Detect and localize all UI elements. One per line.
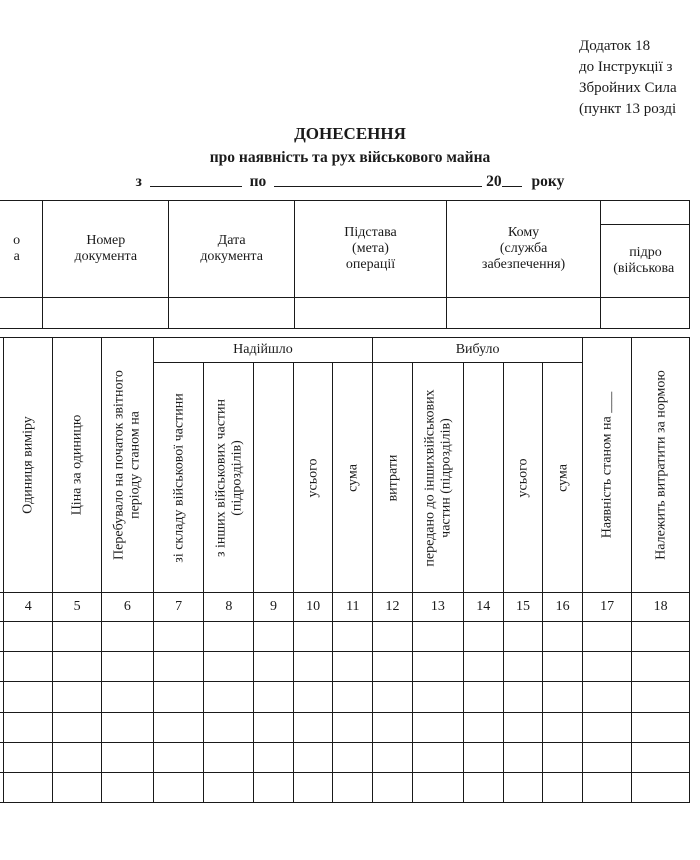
header-text: (мета) (352, 241, 389, 256)
entry-cell[interactable] (4, 622, 53, 652)
entry-cell[interactable] (153, 652, 204, 682)
entry-cell[interactable] (53, 772, 102, 802)
header-out-sum (543, 363, 583, 593)
entry-cell[interactable] (293, 652, 333, 682)
year-field[interactable] (502, 172, 522, 187)
header-cell-empty (463, 363, 503, 593)
header-text-line: з інших військових частин (213, 398, 229, 557)
entry-cell[interactable] (102, 652, 154, 682)
column-number: 18 (632, 593, 690, 622)
document-subtitle: про наявність та рух військового майна (209, 149, 491, 166)
header-doc-date (169, 201, 295, 298)
entry-cell[interactable] (543, 652, 583, 682)
appendix-line: Збройних Сила (579, 80, 677, 96)
column-number: 16 (543, 593, 583, 622)
entry-cell[interactable] (333, 772, 373, 802)
header-text: Наявність станом на ___ (599, 391, 615, 539)
header-unit-of-measure (4, 338, 53, 593)
entry-cell[interactable] (412, 712, 463, 742)
header-text: Підстава (344, 225, 397, 240)
column-number: 9 (254, 593, 293, 622)
to-date-field[interactable] (274, 172, 482, 187)
column-number: 5 (53, 593, 102, 622)
header-text-line: частин (підрозділів) (437, 417, 453, 538)
column-number: 4 (4, 593, 53, 622)
header-text: усього (305, 458, 321, 497)
header-text: операції (345, 257, 396, 272)
column-number: 17 (583, 593, 632, 622)
entry-cell[interactable] (463, 622, 503, 652)
entry-cell[interactable] (373, 652, 413, 682)
entry-cell[interactable] (153, 682, 204, 712)
entry-cell[interactable] (4, 712, 53, 742)
header-text: усього (515, 458, 531, 497)
entry-cell[interactable] (503, 712, 543, 742)
header-unit (601, 225, 690, 298)
entry-cell[interactable] (333, 742, 373, 772)
entry-cell[interactable] (204, 622, 254, 652)
header-text: о (13, 233, 21, 248)
header-basis (295, 201, 447, 298)
entry-cell[interactable] (153, 742, 204, 772)
entry-cell[interactable] (503, 622, 543, 652)
header-text: Дата (217, 233, 246, 248)
entry-cell[interactable] (463, 652, 503, 682)
entry-cell[interactable] (632, 712, 690, 742)
entry-cell[interactable] (333, 622, 373, 652)
header-text: Належить витратити за нормою (652, 370, 668, 560)
column-number: 6 (102, 593, 154, 622)
entry-cell[interactable] (254, 652, 293, 682)
entry-cell[interactable] (102, 712, 154, 742)
header-text-line: передано до іншихвійськових (422, 388, 438, 567)
entry-cell[interactable] (412, 742, 463, 772)
header-text: документа (200, 249, 263, 264)
header-in-own (153, 363, 204, 593)
table-body (0, 622, 690, 803)
entry-cell[interactable] (543, 622, 583, 652)
entry-cell[interactable] (204, 712, 254, 742)
header-text-line: періоду станом на (127, 411, 143, 519)
entry-cell[interactable] (102, 682, 154, 712)
entry-cell[interactable] (293, 682, 333, 712)
entry-cell[interactable] (102, 772, 154, 802)
entry-cell[interactable] (0, 298, 43, 329)
header-text: сума (345, 463, 361, 492)
table-row (0, 712, 690, 742)
header-text: Номер (86, 233, 126, 248)
header-cell (0, 201, 43, 298)
header-text (112, 370, 143, 560)
entry-cell[interactable] (204, 742, 254, 772)
entry-cell[interactable] (4, 652, 53, 682)
entry-cell[interactable] (503, 772, 543, 802)
appendix-block (579, 36, 677, 120)
header-out-spend (373, 363, 413, 593)
appendix-line: (пункт 13 розді (579, 101, 677, 117)
header-out-other (412, 363, 463, 593)
header-text: підро (629, 245, 662, 260)
entry-cell[interactable] (463, 742, 503, 772)
entry-cell[interactable] (543, 712, 583, 742)
entry-cell[interactable] (373, 682, 413, 712)
entry-cell[interactable] (632, 682, 690, 712)
entry-cell[interactable] (333, 682, 373, 712)
entry-cell[interactable] (204, 682, 254, 712)
entry-cell[interactable] (254, 742, 293, 772)
header-cell-empty (601, 201, 690, 225)
entry-cell[interactable] (169, 298, 295, 329)
entry-cell[interactable] (153, 622, 204, 652)
table-row (0, 772, 690, 802)
entry-cell[interactable] (153, 712, 204, 742)
entry-cell[interactable] (53, 652, 102, 682)
entry-cell[interactable] (4, 772, 53, 802)
entry-cell[interactable] (463, 682, 503, 712)
entry-cell[interactable] (543, 742, 583, 772)
table-row (0, 622, 690, 652)
header-text: (служба (499, 241, 548, 256)
table-row (0, 682, 690, 712)
entry-cell[interactable] (254, 682, 293, 712)
entry-cell[interactable] (295, 298, 447, 329)
to-label: по (249, 173, 267, 190)
entry-cell[interactable] (373, 772, 413, 802)
header-text: Кому (507, 225, 540, 240)
header-in-other (204, 363, 254, 593)
entry-cell[interactable] (102, 622, 154, 652)
column-number: 15 (503, 593, 543, 622)
header-text: Ціна за одиницю (69, 414, 85, 516)
header-text: а (13, 249, 20, 264)
entry-cell[interactable] (583, 682, 632, 712)
header-disposed-group: Вибуло (373, 338, 583, 363)
entry-cell[interactable] (254, 622, 293, 652)
header-start-balance (102, 338, 154, 593)
entry-cell[interactable] (254, 772, 293, 802)
entry-cell[interactable] (4, 742, 53, 772)
entry-cell[interactable] (43, 298, 169, 329)
header-text: документа (74, 249, 138, 264)
column-number: 10 (293, 593, 333, 622)
entry-cell[interactable] (583, 742, 632, 772)
header-recipient (446, 201, 600, 298)
entry-cell[interactable] (412, 652, 463, 682)
entry-cell[interactable] (4, 682, 53, 712)
entry-cell[interactable] (503, 742, 543, 772)
column-number: 7 (153, 593, 204, 622)
period-line (0, 172, 700, 191)
column-number: 13 (412, 593, 463, 622)
column-number: 12 (373, 593, 413, 622)
year-suffix: року (531, 173, 565, 190)
appendix-line: Додаток 18 (579, 38, 651, 54)
entry-cell[interactable] (53, 622, 102, 652)
entry-cell[interactable] (333, 652, 373, 682)
header-text (213, 398, 244, 556)
entry-cell[interactable] (583, 712, 632, 742)
entry-cell[interactable] (463, 772, 503, 802)
from-label: з (135, 173, 142, 190)
table-row (0, 742, 690, 772)
header-in-sum (333, 363, 373, 593)
entry-cell[interactable] (543, 682, 583, 712)
entry-cell[interactable] (373, 622, 413, 652)
column-number: 8 (204, 593, 254, 622)
entry-cell[interactable] (446, 298, 600, 329)
header-text-line: (підрозділів) (228, 439, 244, 516)
document-title: ДОНЕСЕННЯ (294, 124, 406, 143)
entry-cell[interactable] (583, 622, 632, 652)
movement-table (0, 337, 690, 803)
entry-cell[interactable] (601, 298, 690, 329)
entry-cell[interactable] (503, 682, 543, 712)
header-in-total (293, 363, 333, 593)
entry-cell[interactable] (293, 742, 333, 772)
header-unit-price (53, 338, 102, 593)
entry-cell[interactable] (463, 712, 503, 742)
header-availability (583, 338, 632, 593)
header-doc-number (43, 201, 169, 298)
entry-cell[interactable] (583, 652, 632, 682)
year-prefix: 20 (486, 173, 502, 190)
header-text: сума (554, 463, 570, 492)
header-text: витрати (384, 454, 400, 501)
entry-cell[interactable] (53, 742, 102, 772)
from-date-field[interactable] (150, 172, 242, 187)
header-received-group: Надійшло (153, 338, 373, 363)
entry-cell[interactable] (412, 622, 463, 652)
entry-cell[interactable] (254, 712, 293, 742)
entry-cell[interactable] (102, 742, 154, 772)
entry-cell[interactable] (503, 652, 543, 682)
entry-cell[interactable] (333, 712, 373, 742)
document-table (0, 200, 690, 329)
column-number: 14 (463, 593, 503, 622)
entry-cell[interactable] (204, 652, 254, 682)
header-out-total (503, 363, 543, 593)
entry-cell[interactable] (632, 772, 690, 802)
entry-cell[interactable] (53, 682, 102, 712)
header-text: Одиниця виміру (20, 416, 36, 514)
entry-cell[interactable] (293, 622, 333, 652)
entry-cell[interactable] (632, 652, 690, 682)
column-number: 11 (333, 593, 373, 622)
entry-cell[interactable] (583, 772, 632, 802)
header-text: забезпечення) (481, 257, 566, 272)
entry-cell[interactable] (53, 712, 102, 742)
entry-cell[interactable] (293, 772, 333, 802)
header-text: (військова (613, 261, 675, 276)
entry-cell[interactable] (204, 772, 254, 802)
header-cell-empty (254, 363, 293, 593)
header-text: зі складу військової частини (170, 392, 186, 563)
entry-cell[interactable] (293, 712, 333, 742)
entry-cell[interactable] (373, 712, 413, 742)
entry-cell[interactable] (543, 772, 583, 802)
entry-cell[interactable] (373, 742, 413, 772)
entry-cell[interactable] (412, 682, 463, 712)
header-text-line: Перебувало на початок звітного (111, 370, 127, 560)
entry-cell[interactable] (412, 772, 463, 802)
header-text (422, 389, 453, 566)
appendix-line: до Інструкції з (579, 59, 673, 75)
table-row (0, 652, 690, 682)
entry-cell[interactable] (632, 742, 690, 772)
entry-cell[interactable] (153, 772, 204, 802)
header-norm (632, 338, 690, 593)
entry-cell[interactable] (632, 622, 690, 652)
